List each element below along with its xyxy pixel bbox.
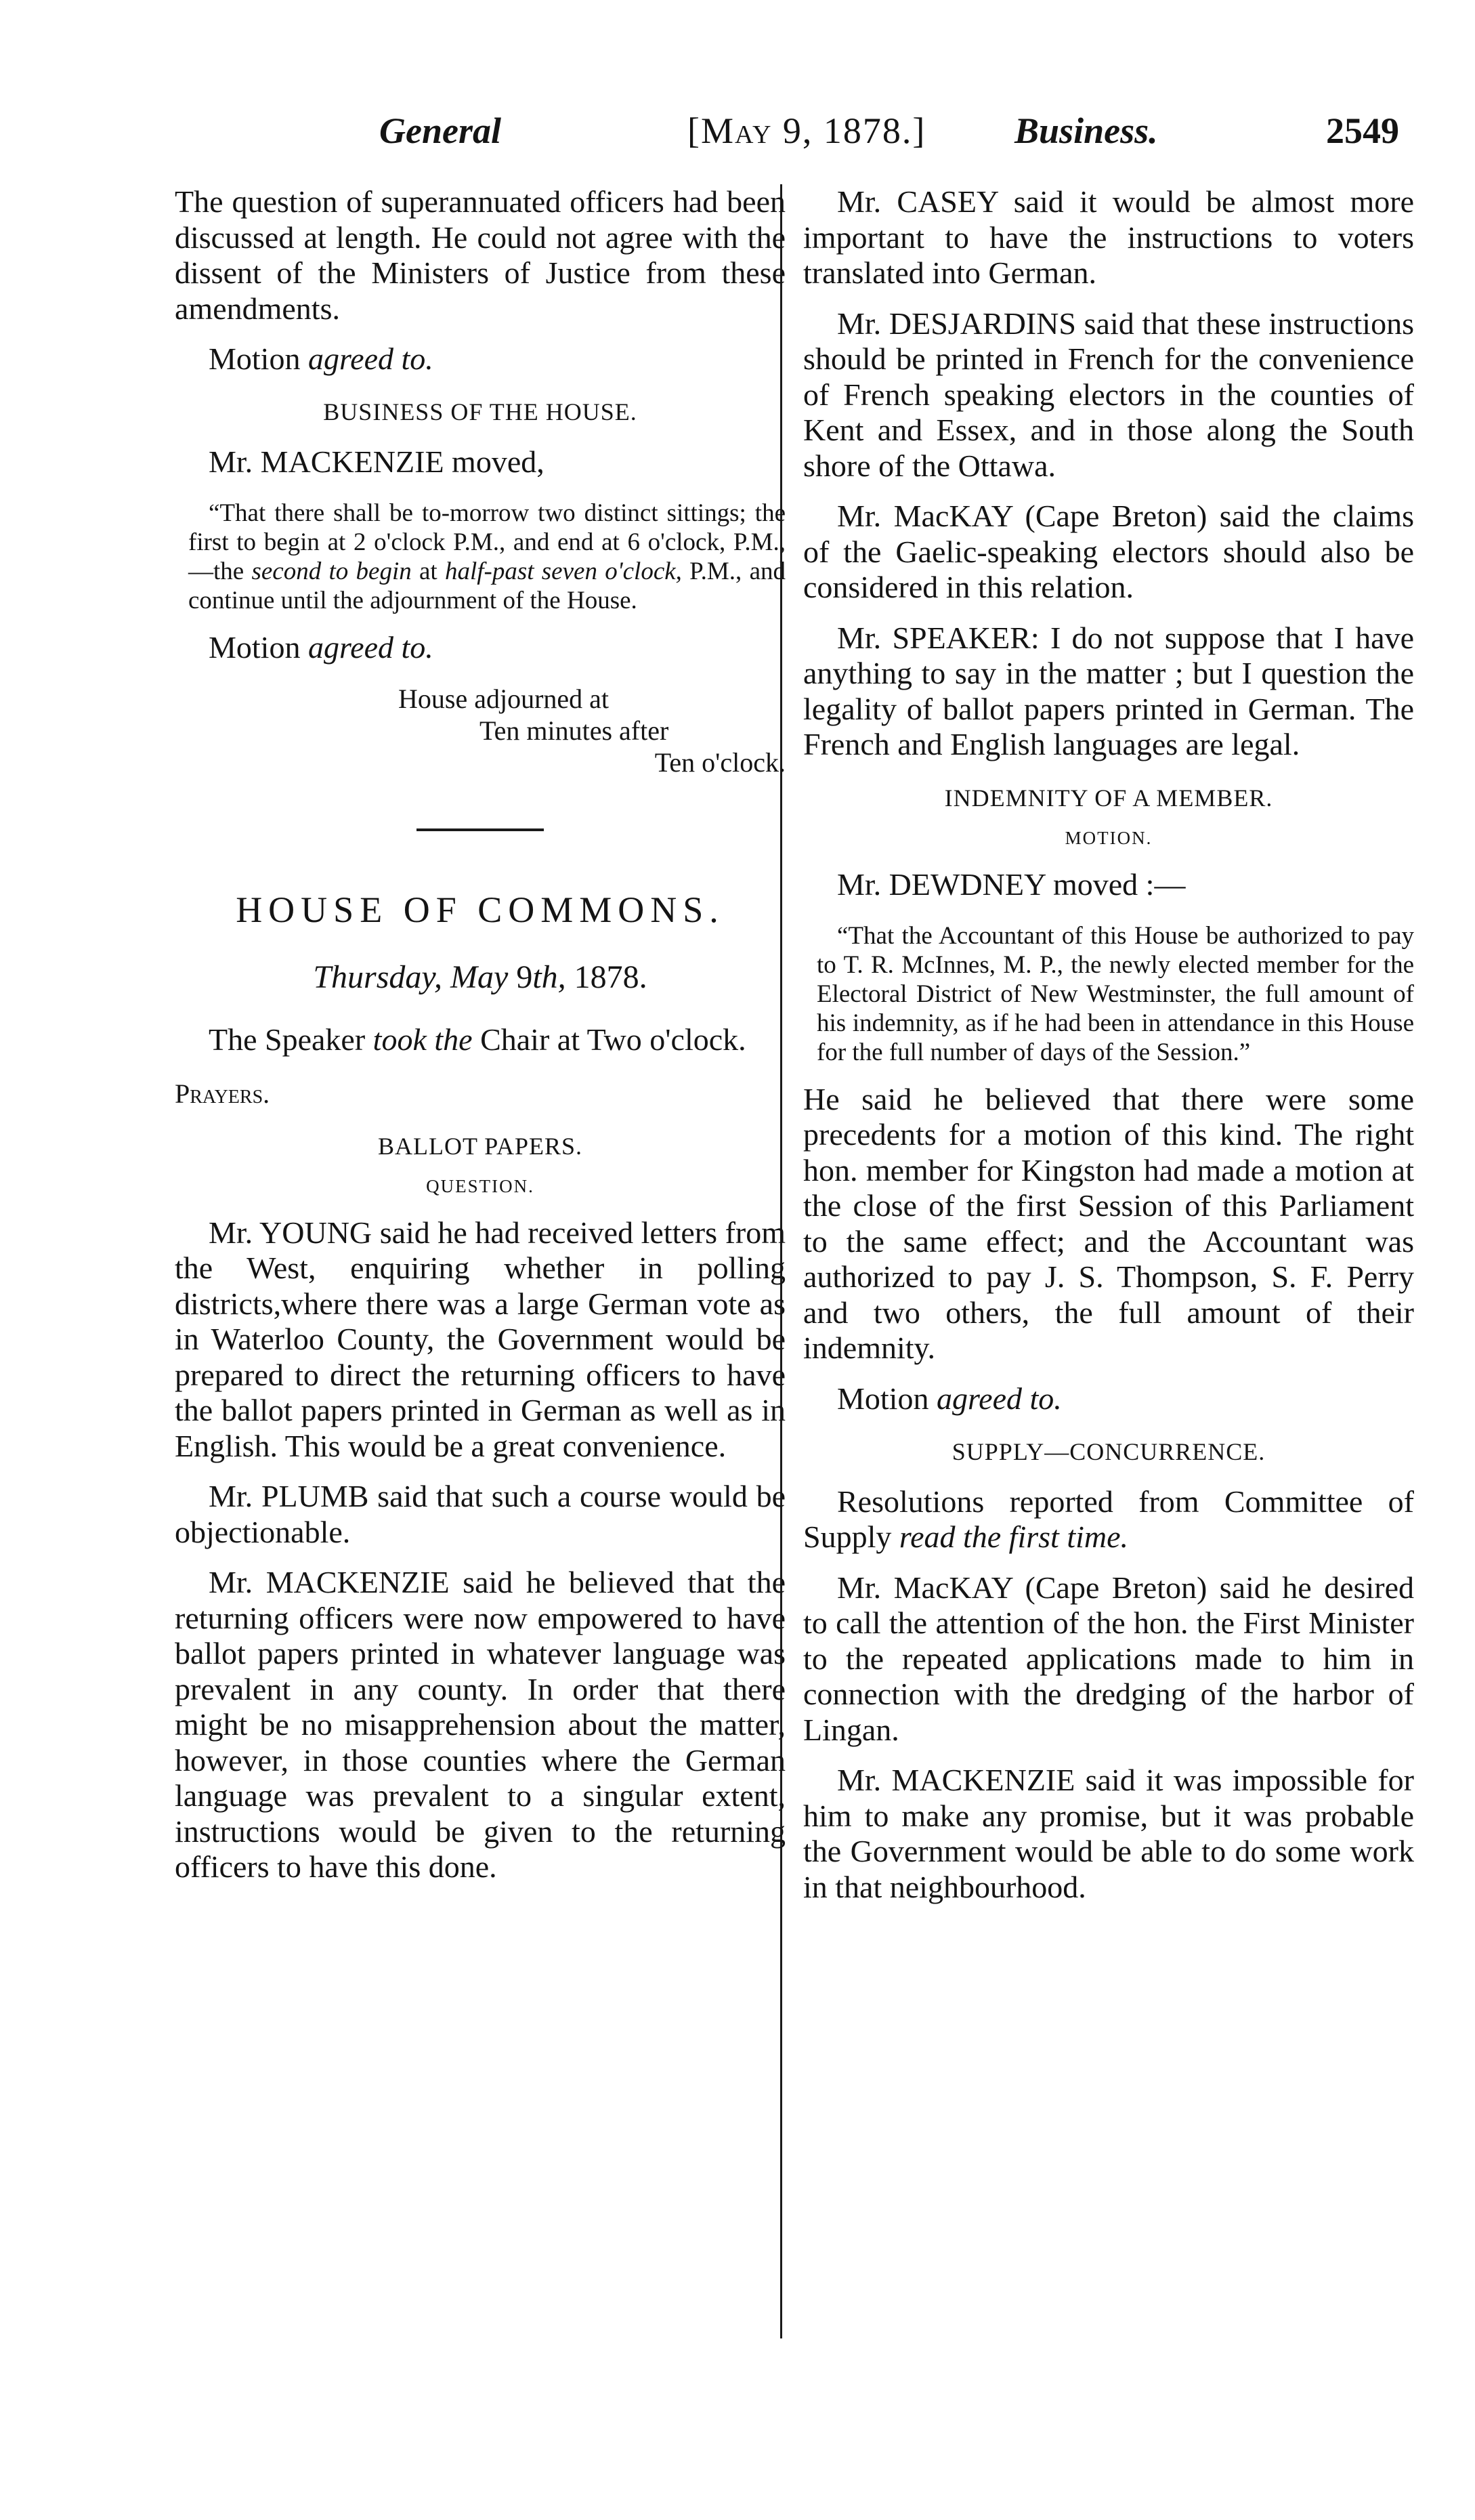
motion-agreed: Motion agreed to. [209, 341, 433, 376]
section-heading-supply: SUPPLY—CONCURRENCE. [952, 1437, 1266, 1465]
left-column [175, 184, 786, 1900]
paragraph-precedents: He said he believed that there were some precedents for a motion of this kind. The right hon. member for Kingston had made a motion at the close of the first Session of this Parliament to the same effect; and the Accountant was authorized to pay J. S. Thompson, S. F. Perry and two others, the full amount of their indemnity. [803, 1081, 1414, 1365]
moved-line: Mr. MACKENZIE moved, [209, 444, 544, 479]
house-title: HOUSE OF COMMONS. [236, 889, 725, 930]
paragraph-speaker: Mr. SPEAKER: I do not suppose that I have anything to say in the matter ; but I question the legality of ballot papers printed in German. The French and English languages are legal. [803, 620, 1414, 761]
paragraph-speaker-chair: The Speaker took the Chair at Two o'clock. [209, 1022, 746, 1057]
section-heading-business: BUSINESS OF THE HOUSE. [323, 398, 637, 425]
header-date: [May 9, 1878.] [687, 110, 926, 151]
section-heading-indemnity: INDEMNITY OF A MEMBER. [944, 784, 1273, 812]
paragraph-plumb: Mr. PLUMB said that such a course would be objectionable. [175, 1479, 786, 1549]
paragraph-mackenzie-promise: Mr. MACKENZIE said it was impossible for him to make any promise, but it was probable the Government would be able to do some work in that neighbourhood. [803, 1763, 1414, 1904]
header-right: Business. [1014, 110, 1158, 151]
header-left: General [379, 110, 501, 151]
prayers-label: Prayers. [175, 1078, 270, 1109]
motion-agreed: Motion agreed to. [837, 1381, 1062, 1416]
right-column [803, 184, 1414, 1920]
subheading-motion: MOTION. [1065, 827, 1153, 848]
adjournment-note: House adjourned at Ten minutes after Ten o'clock. [398, 684, 786, 778]
paragraph-mackay-lingan: Mr. MacKAY (Cape Breton) said he desired to call the attention of the hon. the First Minister to the repeated applications made to him in connection with the dredging of the harbor of Lingan. [803, 1570, 1414, 1747]
motion-quote: “That the Accountant of this House be authorized to pay to T. R. McInnes, M. P., the newly elected member for the Electoral District of New Westminster, the full amount of his indemnity, as if he had been in attendance in this House for the full number of days of the Session.” [817, 921, 1414, 1066]
sitting-date: Thursday, May 9th, 1878. [313, 959, 647, 995]
paragraph-superannuated: The question of superannuated officers had been discussed at length. He could not agree with the dissent of the Ministers of Justice from these amendments. [175, 184, 786, 326]
subheading-question: QUESTION. [426, 1175, 534, 1196]
section-heading-ballot: BALLOT PAPERS. [377, 1132, 583, 1160]
motion-agreed: Motion agreed to. [209, 630, 433, 665]
paragraph-casey: Mr. CASEY said it would be almost more important to have the instructions to voters translated into German. [803, 184, 1414, 290]
moved-line: Mr. DEWDNEY moved :— [837, 866, 1186, 902]
motion-quote: “That there shall be to-morrow two distinct sittings; the first to begin at 2 o'clock P.M., and end at 6 o'clock, P.M.,—the second to begin at half-past seven o'clock, P.M., and continue until the adjournment of the House. [188, 499, 786, 614]
paragraph-resolutions: Resolutions reported from Committee of Supply read the first time. [803, 1484, 1414, 1554]
paragraph-mackenzie: Mr. MACKENZIE said he believed that the returning officers were now empowered to have ballot papers printed in whatever language was prevalent in any county. In order that there might be no misapprehension about the matter, however, in those counties where the German language was prevalent to a singular extent, instructions would be given to the returning officers to have this done. [175, 1565, 786, 1884]
paragraph-mackay-gaelic: Mr. MacKAY (Cape Breton) said the claims of the Gaelic-speaking electors should also be considered in this relation. [803, 499, 1414, 604]
paragraph-desjardins: Mr. DESJARDINS said that these instructions should be printed in French for the convenience of French speaking electors in the counties of Kent and Essex, and in those along the South shore of the Ottawa. [803, 306, 1414, 483]
paragraph-young: Mr. YOUNG said he had received letters from the West, enquiring whether in polling districts,where there was a large German vote as in Waterloo County, the Government would be prepared to direct the returning officers to have the ballot papers printed in German as well as in English. This would be a great convenience. [175, 1215, 786, 1463]
section-divider [416, 828, 544, 831]
page-number: 2549 [1326, 110, 1399, 151]
